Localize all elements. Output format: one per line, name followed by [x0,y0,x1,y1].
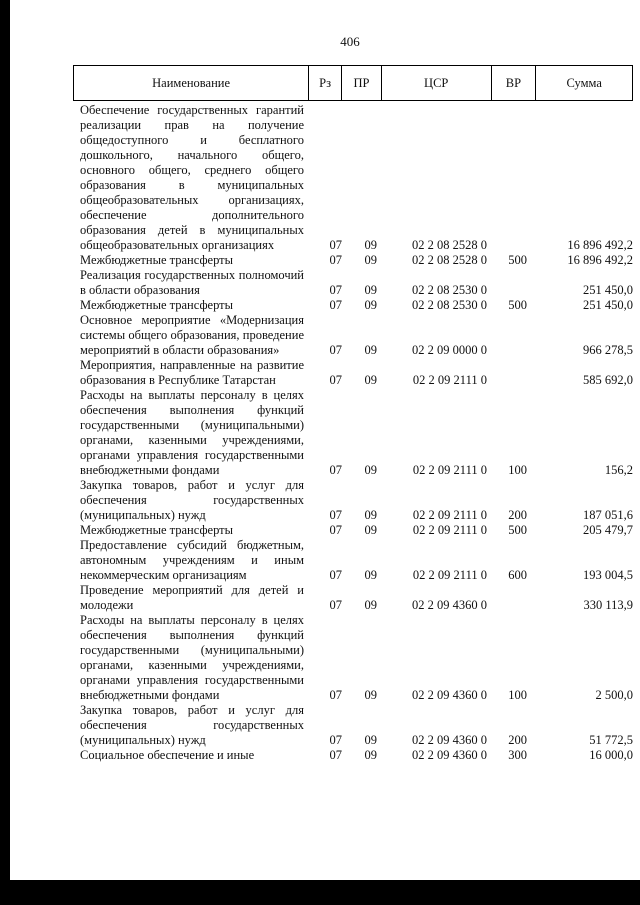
row-name: Реализация государственных полномочий в области образования [80,268,304,297]
header-name: Наименование [74,66,309,100]
row-rz: 07 [329,598,342,612]
row-csr: 02 2 09 2111 0 [412,523,487,537]
row-vr: 100 [508,463,527,477]
row-name: Обеспечение государственных гарантий реализации прав на получение общедоступного и бесплатного дошкольного, начального общего, основного общего, среднего общего образования в муниципальных общеобразовательных организациях, обеспечение дополнительного образования детей в муниципальных общеобразовательных организациях [80,103,304,252]
row-sum: 51 772,5 [589,733,633,747]
row-rz: 07 [329,568,342,582]
row-csr: 02 2 09 0000 0 [412,343,487,357]
row-rz: 07 [329,298,342,312]
row-csr: 02 2 09 4360 0 [412,733,487,747]
row-vr: 100 [508,688,527,702]
row-pr: 09 [364,508,377,522]
row-name: Мероприятия, направленные на развитие образования в Республике Татарстан [80,358,304,387]
row-csr: 02 2 09 2111 0 [412,508,487,522]
row-rz: 07 [329,253,342,267]
row-name: Расходы на выплаты персоналу в целях обеспечения выполнения функций государственными (муниципальными) органами, казенными учреждениями, органами управления государственными внебюджетными фондами [80,388,304,477]
scan-border-bottom [0,880,640,905]
row-pr: 09 [364,733,377,747]
row-name: Закупка товаров, работ и услуг для обеспечения государственных (муниципальных) нужд [80,703,304,747]
row-sum: 16 000,0 [589,748,633,762]
table-row [80,748,633,763]
row-rz: 07 [329,508,342,522]
row-rz: 07 [329,283,342,297]
table-row [80,523,633,538]
row-sum: 966 278,5 [583,343,633,357]
row-pr: 09 [364,373,377,387]
row-sum: 585 692,0 [583,373,633,387]
row-name: Закупка товаров, работ и услуг для обеспечения государственных (муниципальных) нужд [80,478,304,522]
row-name: Расходы на выплаты персоналу в целях обеспечения выполнения функций государственными (муниципальными) органами, казенными учреждениями, органами управления государственными внебюджетными фондами [80,613,304,702]
row-name: Межбюджетные трансферты [80,523,234,537]
row-pr: 09 [364,748,377,762]
row-pr: 09 [364,523,377,537]
row-vr: 200 [508,733,527,747]
table-row [80,583,633,613]
row-rz: 07 [329,733,342,747]
table-row [80,298,633,313]
row-vr: 500 [508,253,527,267]
row-csr: 02 2 08 2528 0 [412,238,487,252]
row-sum: 330 113,9 [583,598,633,612]
row-vr: 600 [508,568,527,582]
row-sum: 193 004,5 [583,568,633,582]
row-name: Основное мероприятие «Модернизация системы общего образования, проведение мероприятий в области образования» [80,313,304,357]
row-pr: 09 [364,463,377,477]
row-csr: 02 2 09 4360 0 [412,688,487,702]
row-csr: 02 2 08 2530 0 [412,283,487,297]
row-sum: 16 896 492,2 [567,238,633,252]
row-rz: 07 [329,688,342,702]
row-rz: 07 [329,463,342,477]
header-rz: Рз [309,66,342,100]
row-rz: 07 [329,373,342,387]
row-sum: 187 051,6 [583,508,633,522]
row-pr: 09 [364,688,377,702]
row-sum: 205 479,7 [583,523,633,537]
row-vr: 500 [508,298,527,312]
header-csr: ЦСР [382,66,492,100]
row-sum: 156,2 [604,463,633,477]
table-row [80,388,633,478]
table-row [80,703,633,748]
row-name: Межбюджетные трансферты [80,253,234,267]
table-row [80,478,633,523]
row-pr: 09 [364,253,377,267]
table-row [80,358,633,388]
header-vr: ВР [492,66,537,100]
row-sum: 16 896 492,2 [567,253,633,267]
page-number: 406 [340,34,360,49]
row-pr: 09 [364,298,377,312]
row-csr: 02 2 08 2528 0 [412,253,487,267]
row-pr: 09 [364,238,377,252]
table-row [80,103,633,253]
row-name: Проведение мероприятий для детей и молодежи [80,583,304,612]
row-vr: 500 [508,523,527,537]
row-vr: 300 [508,748,527,762]
row-rz: 07 [329,343,342,357]
row-sum: 251 450,0 [583,298,633,312]
row-pr: 09 [364,568,377,582]
table-row [80,268,633,298]
table-row [80,313,633,358]
row-name: Предоставление субсидий бюджетным, автономным учреждениям и иным некоммерческим организациям [80,538,304,582]
header-sum: Сумма [566,75,602,90]
row-csr: 02 2 09 4360 0 [412,748,487,762]
row-name: Социальное обеспечение и иные [80,748,255,762]
table-row [80,253,633,268]
row-vr: 200 [508,508,527,522]
table-row [80,538,633,583]
row-rz: 07 [329,523,342,537]
scan-border-left [0,0,10,880]
table-body [80,103,633,763]
row-csr: 02 2 09 2111 0 [412,568,487,582]
row-pr: 09 [364,598,377,612]
row-rz: 07 [329,748,342,762]
row-pr: 09 [364,283,377,297]
table-header [73,65,633,101]
row-csr: 02 2 08 2530 0 [412,298,487,312]
row-csr: 02 2 09 2111 0 [412,463,487,477]
row-csr: 02 2 09 4360 0 [412,598,487,612]
row-pr: 09 [364,343,377,357]
header-pr: ПР [342,66,382,100]
row-sum: 2 500,0 [595,688,633,702]
table-row [80,613,633,703]
row-name: Межбюджетные трансферты [80,298,234,312]
row-sum: 251 450,0 [583,283,633,297]
row-csr: 02 2 09 2111 0 [412,373,487,387]
row-rz: 07 [329,238,342,252]
